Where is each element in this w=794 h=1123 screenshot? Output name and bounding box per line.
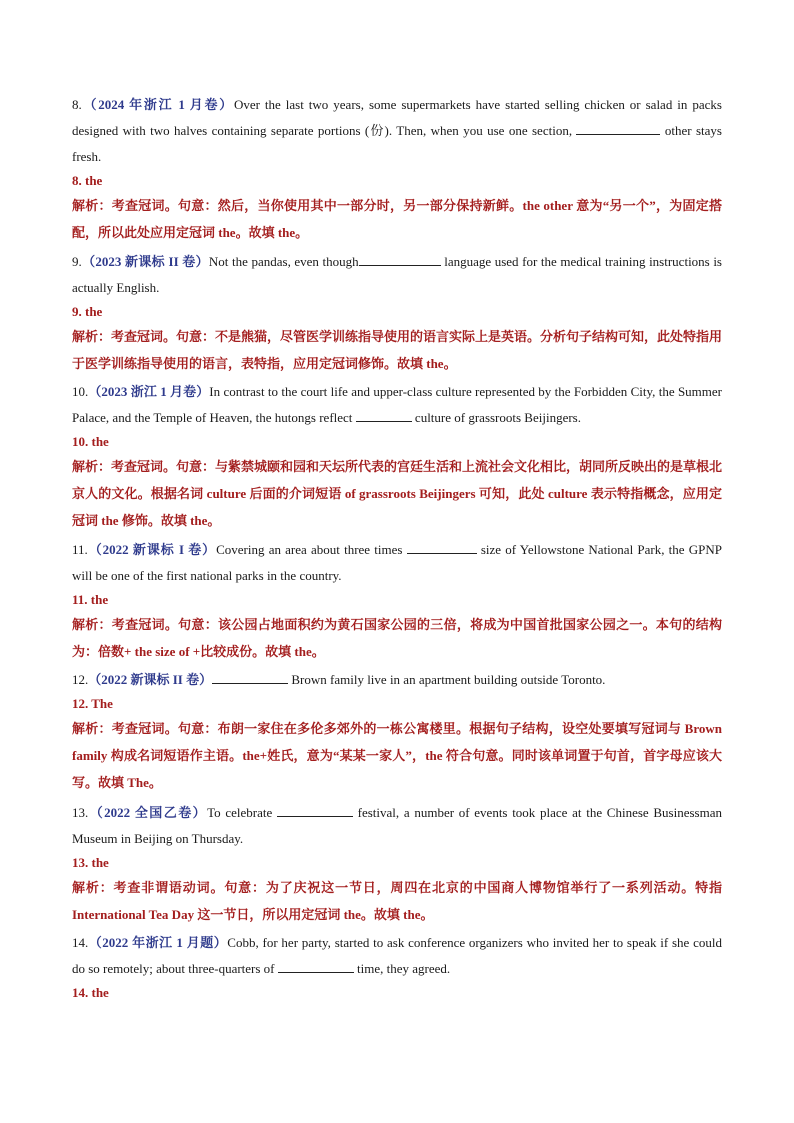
question-block-8 <box>72 92 722 246</box>
question-after-blank: size of Yellowstone National Park, the GPNP will be one of the first national parks in the country. <box>72 542 722 583</box>
answer-blank <box>359 251 441 266</box>
answer-blank <box>277 802 353 817</box>
question-source: （2023 新课标 II 卷） <box>81 254 209 269</box>
question-block-10 <box>72 379 722 534</box>
question-after-blank: festival, a number of events took place at the Chinese Businessman Museum in Beijing on Thursday. <box>72 805 722 846</box>
question-block-14 <box>72 930 722 1004</box>
explanation-text: 解析：考查冠词。句意：然后，当你使用其中一部分时，另一部分保持新鲜。the other 意为“另一个”，为固定搭配，所以此处应用定冠词 the。故填 the。 <box>72 198 722 240</box>
question-block-11 <box>72 537 722 665</box>
question-before-blank: Not the pandas, even though <box>208 254 359 269</box>
question-before-blank: Cobb, for her party, started to ask conference organizers who invited her to speak if she could do so remotely; about three-quarters of <box>72 935 722 976</box>
question-text <box>72 249 722 301</box>
question-after-blank: time, they agreed. <box>353 961 451 976</box>
question-text <box>72 379 722 431</box>
question-source: （2022 年浙江 1 月题） <box>88 935 228 950</box>
question-source: （2022 新课标 II 卷） <box>88 672 213 687</box>
question-block-9 <box>72 249 722 377</box>
explanation-text: 解析：考查冠词。句意：该公园占地面积约为黄石国家公园的三倍，将成为中国首批国家公园之一。本句的结构为：倍数+ the size of +比较成份。故填 the。 <box>72 617 722 659</box>
question-number: 12. <box>72 672 89 687</box>
question-number: 10. <box>72 384 89 399</box>
answer-line: 13. the <box>72 855 109 870</box>
question-before-blank: Covering an area about three times <box>216 542 407 557</box>
question-number: 9. <box>72 254 82 269</box>
question-source: （2022 全国乙卷） <box>88 805 208 820</box>
question-number: 13. <box>72 805 89 820</box>
question-source: （2024 年浙江 1 月卷） <box>81 97 234 112</box>
question-text <box>72 930 722 982</box>
question-before-blank: In contrast to the court life and upper-class culture represented by the Forbidden City, the Summer Palace, and the Temple of Heaven, the hutongs reflect <box>72 384 722 425</box>
answer-line: 10. the <box>72 434 109 449</box>
answer-blank <box>407 539 477 554</box>
explanation-text: 解析：考查冠词。句意：与紫禁城颐和园和天坛所代表的宫廷生活和上流社会文化相比，胡同所反映出的是草根北京人的文化。根据名词 culture 后面的介词短语 of grassroots Beijingers 可知，此处 culture 表示特指概念，应用定冠词 the 修饰。故填 the。 <box>72 459 723 528</box>
answer-blank <box>278 958 354 973</box>
question-block-12 <box>72 667 722 796</box>
answer-line: 11. the <box>72 592 109 607</box>
question-number: 11. <box>72 542 88 557</box>
question-after-blank: Brown family live in an apartment building outside Toronto. <box>288 672 606 687</box>
explanation-text: 解析：考查冠词。句意：不是熊猫，尽管医学训练指导使用的语言实际上是英语。分析句子结构可知，此处特指用于医学训练指导使用的语言，表特指，应用定冠词修饰。故填 the。 <box>72 329 723 371</box>
question-block-13 <box>72 800 722 928</box>
answer-line: 9. the <box>72 304 103 319</box>
question-before-blank: Over the last two years, some supermarkets have started selling chicken or salad in packs designed with two halves containing separate portions (份). Then, when you use one section, <box>72 97 722 138</box>
answer-blank <box>576 120 660 135</box>
question-source: （2023 浙江 1 月卷） <box>88 384 210 399</box>
question-before-blank: To celebrate <box>207 805 277 820</box>
explanation-text: 解析：考查非谓语动词。句意：为了庆祝这一节日，周四在北京的中国商人博物馆举行了一系列活动。特指 International Tea Day 这一节日，所以用定冠词 the。故填 the。 <box>72 880 722 922</box>
question-number: 14. <box>72 935 89 950</box>
answer-blank <box>356 407 412 422</box>
explanation-text: 解析：考查冠词。句意：布朗一家住在多伦多郊外的一栋公寓楼里。根据句子结构，设空处要填写冠词与 Brown family 构成名词短语作主语。the+姓氏，意为“某某一家人”，the 符合句意。同时该单词置于句首，首字母应该大写。故填 The。 <box>72 721 722 790</box>
question-text <box>72 537 722 589</box>
question-number: 8. <box>72 97 82 112</box>
answer-line: 12. The <box>72 696 113 711</box>
answer-blank <box>212 669 288 684</box>
question-after-blank: language used for the medical training instructions is actually English. <box>72 254 722 295</box>
question-after-blank: other stays fresh. <box>72 123 722 164</box>
question-text <box>72 800 722 852</box>
answer-line: 14. the <box>72 985 109 1000</box>
question-text <box>72 667 722 693</box>
answer-line: 8. the <box>72 173 103 188</box>
question-after-blank: culture of grassroots Beijingers. <box>411 410 581 425</box>
question-source: （2022 新课标 I 卷） <box>87 542 217 557</box>
question-text <box>72 92 722 170</box>
